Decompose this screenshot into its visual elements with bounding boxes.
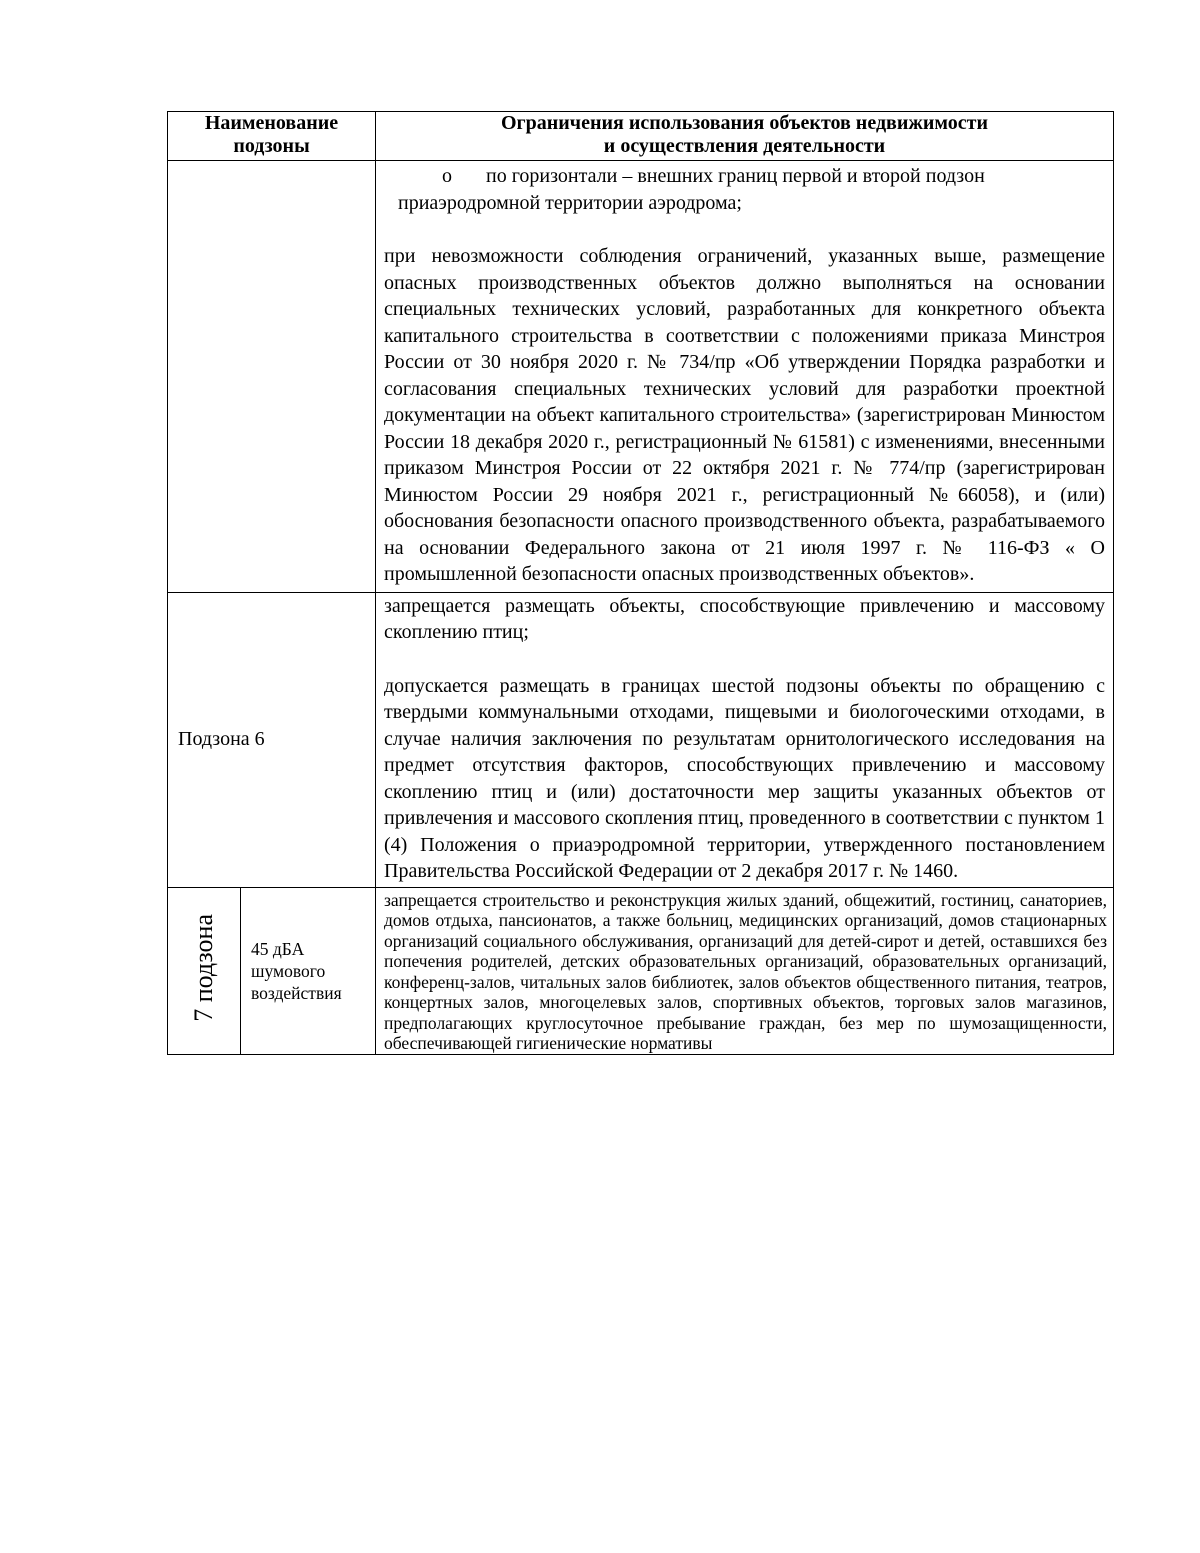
header-col1-line2: подзоны (233, 135, 310, 157)
cell-zone6-restrictions (376, 592, 1114, 887)
noise-line2: шумового (251, 960, 326, 981)
bullet-line2: приаэродромной территории аэродрома; (398, 191, 742, 214)
cell-continued-restrictions (376, 161, 1114, 593)
cell-zone7-noise (241, 887, 376, 1054)
zone7-name-vertical: 7 подзона (189, 914, 218, 1022)
header-col2-line1: Ограничения использования объектов недвижимости (501, 112, 988, 134)
cell-zone6-name: Подзона 6 (168, 592, 376, 887)
table-header-row (168, 112, 1114, 161)
noise-line1: 45 дБА (251, 938, 305, 959)
bullet-mark: o (442, 165, 452, 187)
zone6-paragraph1: запрещается размещать объекты, способствующие привлечению и массовому скоплению птиц; (384, 594, 1105, 643)
cell-empty-name (168, 161, 376, 593)
noise-line3: воздействия (251, 982, 342, 1003)
continued-paragraph: при невозможности соблюдения ограничений, указанных выше, размещение опасных производственных объектов должно выполняться на основании специальных технических условий, разработанных для конкретного объекта капитального строительства в соответствии с положениями приказа Минстроя России от 30 ноября 2020 г. № 734/пр «Об утверждении Порядка разработки и согласования специальных технических условий для разработки проектной документации на объект капитального строительства» (зарегистрирован Минюстом России 18 декабря 2020 г., регистрационный № 61581) с изменениями, внесенными приказом Минстроя России от 22 октября 2021 г. № 774/пр (зарегистрирован Минюстом России 29 ноября 2021 г., регистрационный №66058), и (или) обоснования безопасности опасного производственного объекта, разрабатываемого на основании Федерального закона от 21 июля 1997 г. № 116-ФЗ « О промышленной безопасности опасных производственных объектов». (384, 245, 1105, 585)
cell-zone7-name (168, 887, 241, 1054)
header-col1-line1: Наименование (204, 112, 339, 134)
table-row-zone6 (168, 592, 1114, 887)
zone6-paragraph2: допускается размещать в границах шестой подзоны объекты по обращению с твердыми коммунальными отходами, пищевыми и биологоческими отходами, в случае наличия заключения по результатам орнитологического исследования на предмет отсутствия факторов, способствующих привлечению и массовому скоплению птиц и (или) достаточности мер защиты указанных объектов от привлечения и массового скопления птиц, проведенного в соответствии с пунктом 1 (4) Положения о приаэродромной территории, утвержденного постановлением Правительства Российской Федерации от 2 декабря 2017 г. № 1460. (384, 674, 1105, 882)
bullet-line1: по горизонтали – внешних границ первой и второй подзон (486, 165, 985, 187)
zone7-paragraph: запрещается строительство и реконструкция жилых зданий, общежитий, гостиниц, санаториев, домов отдыха, пансионатов, а также больниц, медицинских организаций, домов стационарных организаций социального обслуживания, организаций для детей-сирот и детей, оставшихся без попечения родителей, детских образовательных организаций, образовательных организаций, конференц-залов, читальных залов библиотек, залов объектов общественного питания, театров, концертных залов, многоцелевых залов, спортивных объектов, торговых залов магазинов, предполагающих круглосуточное пребывание граждан, без мер по шумозащищенности, обеспечивающей гигиенические нормативы (384, 889, 1107, 1053)
header-col2-line2: и осуществления деятельности (603, 135, 886, 157)
header-restrictions (376, 112, 1114, 161)
header-subzone-name (168, 112, 376, 161)
cell-zone7-restrictions (376, 887, 1114, 1054)
table-row-continued (168, 161, 1114, 593)
restrictions-table (167, 111, 1114, 1055)
table-row-zone7 (168, 887, 1114, 1054)
